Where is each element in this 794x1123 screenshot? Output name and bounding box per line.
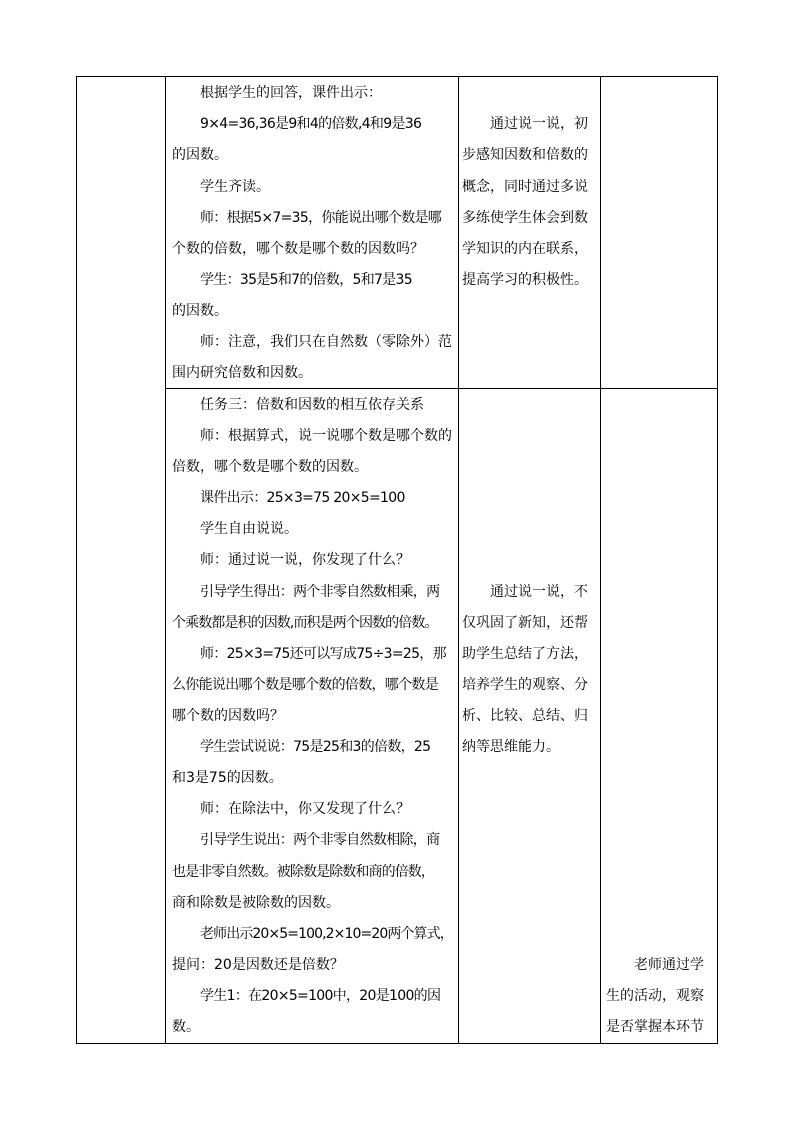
process-line: 商和除数是被除数的因数。 — [172, 895, 340, 911]
intent-line: 通过说一说，不 — [490, 584, 588, 600]
intent-line: 析、比较、总结、归 — [462, 708, 588, 724]
process-line: 师：根据算式，说一说哪个数是哪个数的 — [200, 428, 452, 444]
process-line: 根据学生的回答，课件出示： — [200, 85, 382, 101]
intent-line: 概念，同时通过多说 — [462, 179, 588, 195]
process-line: 的因数。 — [172, 303, 228, 319]
intent-line: 步感知因数和倍数的 — [462, 147, 588, 163]
process-line: 提问：20是因数还是倍数？ — [172, 957, 344, 973]
process-line: 课件出示：25×3=75 20×5=100 — [200, 490, 405, 506]
intent-line: 学知识的内在联系， — [462, 241, 588, 257]
process-line: 师：注意，我们只在自然数（零除外）范 — [200, 334, 452, 350]
process-line: 学生1：在20×5=100中，20是100的因 — [200, 988, 441, 1004]
process-line: 学生自由说说。 — [200, 521, 298, 537]
process-line: 9×4=36,36是9和4的倍数,4和9是36 — [200, 116, 422, 132]
process-line: 师：25×3=75还可以写成75÷3=25，那 — [200, 646, 446, 662]
intent-line: 培养学生的观察、分 — [462, 677, 588, 693]
assessment-line: 是否掌握本环节 — [606, 1019, 704, 1035]
process-line: 师：根据5×7=35，你能说出哪个数是哪 — [200, 210, 442, 226]
intent-line: 助学生总结了方法， — [462, 646, 588, 662]
process-line: 学生：35是5和7的倍数，5和7是35 — [200, 272, 412, 288]
intent-line: 提高学习的积极性。 — [462, 272, 588, 288]
assessment-line: 生的活动，观察 — [606, 988, 704, 1004]
process-line: 引导学生得出：两个非零自然数相乘，两 — [200, 584, 440, 600]
process-line: 任务三：倍数和因数的相互依存关系 — [200, 397, 424, 413]
process-line: 老师出示20×5=100,2×10=20两个算式， — [200, 926, 453, 942]
process-line: 师：通过说一说，你发现了什么？ — [200, 552, 410, 568]
process-line: 引导学生说出：两个非零自然数相除，商 — [200, 832, 440, 848]
intent-line: 纳等思维能力。 — [462, 739, 560, 755]
process-line: 的因数。 — [172, 147, 228, 163]
process-line: 学生尝试说说：75是25和3的倍数，25 — [200, 739, 431, 755]
process-line: 也是非零自然数。被除数是除数和商的倍数， — [172, 864, 434, 880]
process-line: 倍数，哪个数是哪个数的因数。 — [172, 459, 368, 475]
process-line: 个数的倍数，哪个数是哪个数的因数吗？ — [172, 241, 424, 257]
assessment-line: 老师通过学 — [634, 957, 704, 973]
intent-line: 仅巩固了新知，还帮 — [462, 615, 588, 631]
process-line: 哪个数的因数吗？ — [172, 708, 284, 724]
stage-cell — [77, 77, 165, 1043]
process-line: 么你能说出哪个数是哪个数的倍数，哪个数是 — [172, 677, 438, 693]
process-line: 师：在除法中，你又发现了什么？ — [200, 801, 410, 817]
process-line: 和3是75的因数。 — [172, 770, 283, 786]
intent-line: 通过说一说，初 — [490, 116, 588, 132]
process-line: 学生齐读。 — [200, 179, 270, 195]
assessment-cell-2 — [601, 389, 717, 1043]
process-line: 个乘数都是积的因数,而积是两个因数的倍数。 — [172, 615, 438, 631]
intent-line: 多练使学生体会到数 — [462, 210, 588, 226]
assessment-cell-1 — [601, 77, 717, 388]
process-line: 围内研究倍数和因数。 — [172, 365, 312, 381]
process-line: 数。 — [172, 1019, 200, 1035]
